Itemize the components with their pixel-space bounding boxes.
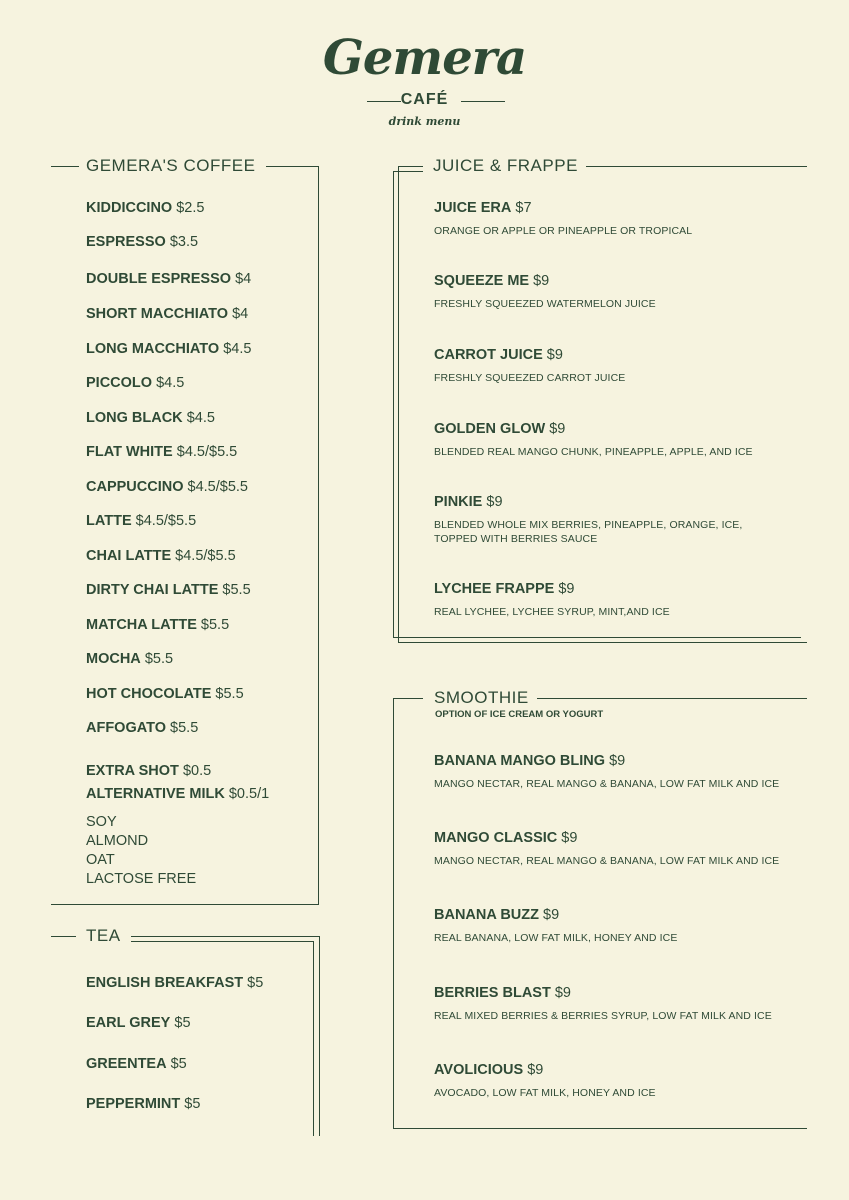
coffee-extra — [86, 786, 269, 802]
smoothie-item-price: $9 — [527, 1062, 544, 1078]
tea-frame-top-left — [51, 936, 76, 937]
smoothie-item — [434, 985, 772, 1023]
coffee-item-name: CHAI LATTE — [86, 548, 172, 564]
juice-frame-bottom-inner — [393, 637, 801, 638]
tea-item-name: EARL GREY — [86, 1015, 171, 1031]
juice-item-name: LYCHEE FRAPPE — [434, 581, 555, 597]
smoothie-item-description: MANGO NECTAR, REAL MANGO & BANANA, LOW FAT MILK AND ICE — [434, 855, 780, 867]
coffee-item-price: $4.5/$5.5 — [175, 548, 236, 564]
coffee-extra-price: $0.5/1 — [228, 786, 270, 802]
coffee-item-name: LATTE — [86, 513, 132, 529]
smoothie-item-name: MANGO CLASSIC — [434, 830, 558, 846]
tea-section-title: TEA — [86, 926, 121, 945]
smoothie-item-description: REAL MIXED BERRIES & BERRIES SYRUP, LOW FAT MILK AND ICE — [434, 1010, 772, 1022]
coffee-item — [86, 410, 215, 426]
cafe-subtitle: CAFÉ — [400, 91, 449, 108]
coffee-item-price: $4.5 — [223, 341, 252, 357]
tea-frame-top-right — [131, 936, 320, 937]
juice-item-price: $9 — [533, 273, 550, 289]
smoothie-item-name: BERRIES BLAST — [434, 985, 551, 1001]
coffee-extra-name: EXTRA SHOT — [86, 763, 179, 779]
coffee-extra-name: ALTERNATIVE MILK — [86, 786, 225, 802]
juice-item-description-line: BLENDED WHOLE MIX BERRIES, PINEAPPLE, ORANGE, ICE, — [434, 519, 743, 531]
juice-item-title — [434, 273, 656, 289]
juice-item-description — [434, 297, 656, 311]
juice-item-name: SQUEEZE ME — [434, 273, 530, 289]
juice-item — [434, 347, 625, 385]
juice-item — [434, 273, 656, 311]
smoothie-item-title — [434, 1062, 656, 1078]
tea-item-price: $5 — [170, 1056, 187, 1072]
juice-item-name: PINKIE — [434, 494, 483, 510]
smoothie-option-note: OPTION OF ICE CREAM OR YOGURT — [435, 709, 604, 720]
coffee-frame-top-right — [266, 166, 319, 167]
milk-option: LACTOSE FREE — [86, 871, 197, 887]
coffee-frame-bottom — [51, 904, 319, 905]
coffee-item-price: $4 — [232, 306, 249, 322]
logo-rule-right — [461, 101, 505, 102]
smoothie-item-title — [434, 753, 779, 769]
juice-item-title — [434, 421, 753, 437]
smoothie-item-price: $9 — [554, 985, 571, 1001]
juice-item-description-line: FRESHLY SQUEEZED CARROT JUICE — [434, 372, 626, 384]
coffee-item — [86, 200, 204, 216]
tea-frame-right — [319, 936, 320, 1136]
smoothie-frame-left — [393, 698, 394, 1129]
juice-item-price: $9 — [486, 494, 503, 510]
coffee-item — [86, 686, 244, 702]
tea-item — [86, 1056, 187, 1072]
coffee-item-name: PICCOLO — [86, 375, 153, 391]
tea-item — [86, 1015, 191, 1031]
coffee-item-price: $5.5 — [215, 686, 244, 702]
tea-item-name: GREENTEA — [86, 1056, 167, 1072]
juice-item-name: GOLDEN GLOW — [434, 421, 546, 437]
coffee-item-name: SHORT MACCHIATO — [86, 306, 229, 322]
juice-item — [434, 494, 742, 546]
tea-item — [86, 975, 263, 991]
coffee-frame-right — [318, 166, 319, 905]
coffee-item — [86, 444, 237, 460]
coffee-item-price: $5.5 — [222, 582, 251, 598]
coffee-item — [86, 341, 251, 357]
coffee-item-name: DOUBLE ESPRESSO — [86, 271, 232, 287]
tea-item-name: ENGLISH BREAKFAST — [86, 975, 244, 991]
coffee-item-name: ESPRESSO — [86, 234, 166, 250]
juice-item-price: $9 — [558, 581, 575, 597]
coffee-item-price: $4.5 — [156, 375, 185, 391]
coffee-item — [86, 271, 251, 287]
coffee-item-price: $4 — [235, 271, 252, 287]
juice-item-price: $7 — [515, 200, 532, 216]
coffee-item-name: HOT CHOCOLATE — [86, 686, 212, 702]
juice-item-price: $9 — [546, 347, 563, 363]
juice-item-name: JUICE ERA — [434, 200, 512, 216]
tea-item-name: PEPPERMINT — [86, 1096, 181, 1112]
juice-item-title — [434, 347, 625, 363]
juice-item — [434, 421, 753, 459]
coffee-extra-price: $0.5 — [182, 763, 212, 779]
juice-section-title: JUICE & FRAPPE — [433, 156, 578, 175]
smoothie-item — [434, 830, 779, 868]
coffee-item-price: $3.5 — [169, 234, 199, 250]
juice-item-price: $9 — [549, 421, 566, 437]
smoothie-item-description: MANGO NECTAR, REAL MANGO & BANANA, LOW FAT MILK AND ICE — [434, 778, 780, 790]
smoothie-item-title — [434, 907, 677, 923]
smoothie-item-title — [434, 830, 779, 846]
coffee-item — [86, 479, 248, 495]
juice-item-description-line: ORANGE OR APPLE OR PINEAPPLE OR TROPICAL — [434, 225, 693, 237]
coffee-item — [86, 306, 248, 322]
juice-item-description — [434, 371, 625, 385]
juice-item-title — [434, 581, 670, 597]
coffee-item — [86, 513, 196, 529]
coffee-section-title: GEMERA'S COFFEE — [86, 156, 256, 175]
coffee-item-name: AFFOGATO — [86, 720, 167, 736]
tea-item-price: $5 — [184, 1096, 201, 1112]
coffee-item-name: LONG MACCHIATO — [86, 341, 220, 357]
smoothie-item-title — [434, 985, 772, 1001]
smoothie-item-price: $9 — [543, 907, 560, 923]
coffee-item-price: $4.5 — [186, 410, 215, 426]
juice-item-description — [434, 605, 670, 619]
coffee-item-name: MOCHA — [86, 651, 141, 667]
juice-item-description-line: REAL LYCHEE, LYCHEE SYRUP, MINT,AND ICE — [434, 606, 670, 618]
menu-tagline: drink menu — [388, 115, 461, 128]
coffee-item-name: FLAT WHITE — [86, 444, 173, 460]
juice-frame-bottom — [398, 642, 807, 643]
coffee-item-price: $5.5 — [144, 651, 174, 667]
juice-item-title — [434, 200, 692, 216]
coffee-item-name: CAPPUCCINO — [86, 479, 184, 495]
coffee-item — [86, 582, 251, 598]
smoothie-item-price: $9 — [561, 830, 578, 846]
smoothie-item — [434, 907, 677, 945]
coffee-frame-top-left — [51, 166, 79, 167]
coffee-item — [86, 720, 198, 736]
smoothie-section-title: SMOOTHIE — [434, 688, 529, 707]
juice-frame-top-right — [586, 166, 807, 167]
coffee-item — [86, 234, 198, 250]
coffee-item — [86, 651, 173, 667]
smoothie-item-description: REAL BANANA, LOW FAT MILK, HONEY AND ICE — [434, 932, 678, 944]
coffee-extra — [86, 763, 211, 779]
smoothie-item-price: $9 — [609, 753, 626, 769]
juice-item-description-line: FRESHLY SQUEEZED WATERMELON JUICE — [434, 298, 656, 310]
smoothie-item-name: AVOLICIOUS — [434, 1062, 524, 1078]
juice-item-description — [434, 445, 753, 459]
milk-option: ALMOND — [86, 833, 149, 849]
smoothie-frame-top-left — [393, 698, 423, 699]
coffee-item-price: $5.5 — [170, 720, 199, 736]
juice-item-title — [434, 494, 742, 510]
coffee-item-price: $4.5/$5.5 — [176, 444, 238, 460]
juice-item-description-line: BLENDED REAL MANGO CHUNK, PINEAPPLE, APPLE, AND ICE — [434, 446, 753, 458]
smoothie-item-description: AVOCADO, LOW FAT MILK, HONEY AND ICE — [434, 1087, 656, 1099]
juice-item — [434, 581, 670, 619]
coffee-item-name: KIDDICCINO — [86, 200, 173, 216]
coffee-item-price: $4.5/$5.5 — [135, 513, 197, 529]
juice-frame-left-inner — [393, 171, 394, 637]
smoothie-item — [434, 753, 779, 791]
coffee-item — [86, 375, 184, 391]
juice-item — [434, 200, 692, 238]
tea-item-price: $5 — [174, 1015, 191, 1031]
juice-frame-left — [398, 166, 399, 643]
smoothie-frame-bottom — [393, 1128, 807, 1129]
coffee-item-price: $2.5 — [176, 200, 205, 216]
smoothie-item-name: BANANA BUZZ — [434, 907, 539, 923]
smoothie-item — [434, 1062, 656, 1100]
coffee-item-price: $5.5 — [200, 617, 230, 633]
tea-frame-top-right-inner — [131, 941, 314, 942]
tea-item — [86, 1096, 200, 1112]
cafe-logo: Gemera — [322, 30, 527, 86]
coffee-item-name: DIRTY CHAI LATTE — [86, 582, 219, 598]
milk-option: OAT — [86, 852, 115, 868]
smoothie-item-name: BANANA MANGO BLING — [434, 753, 606, 769]
milk-option: SOY — [86, 814, 117, 830]
juice-frame-top-left — [398, 166, 423, 167]
juice-item-description — [434, 518, 742, 546]
juice-item-name: CARROT JUICE — [434, 347, 543, 363]
tea-item-price: $5 — [247, 975, 264, 991]
tea-frame-right-inner — [313, 941, 314, 1136]
juice-item-description — [434, 224, 692, 238]
coffee-item-price: $4.5/$5.5 — [187, 479, 248, 495]
coffee-item — [86, 548, 236, 564]
coffee-item — [86, 617, 229, 633]
coffee-item-name: MATCHA LATTE — [86, 617, 197, 633]
juice-item-description-line: TOPPED WITH BERRIES SAUCE — [434, 533, 598, 545]
coffee-item-name: LONG BLACK — [86, 410, 183, 426]
smoothie-frame-top-right — [537, 698, 807, 699]
